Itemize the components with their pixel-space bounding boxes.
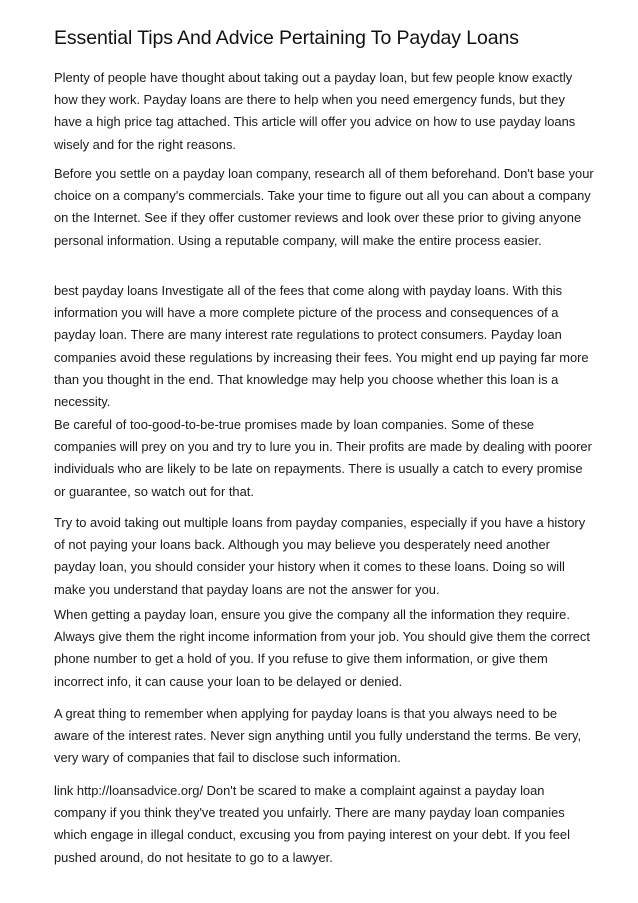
- paragraph-3: best payday loans Investigate all of the fees that come along with payday loans. With this information you will have a more complete picture of the process and consequences of a payday loan. There are many interest rate regulations to protect consumers. Payday loan companies avoid these regulations by increasing their fees. You might end up paying far more than you thought in the end. That knowledge may help you choose whether this loan is a necessity.: [54, 283, 589, 410]
- paragraph-7: A great thing to remember when applying for payday loans is that you always need to be aware of the interest rates. Never sign anything until you fully understand the terms. Be very, very wary of companies that fail to disclose such information.: [54, 706, 582, 766]
- document-title: Essential Tips And Advice Pertaining To Payday Loans: [54, 27, 519, 49]
- paragraph-8: link http://loansadvice.org/ Don't be scared to make a complaint against a payday loan company if you think they've treated you unfairly. There are many payday loan companies which engage in illegal conduct, excusing you from paying interest on your debt. If you feel pushed around, do not hesitate to go to a lawyer.: [54, 783, 570, 865]
- paragraph-5: Try to avoid taking out multiple loans from payday companies, especially if you have a history of not paying your loans back. Although you may believe you desperately need another payday loan, you should consider your history when it comes to these loans. Doing so will make you understand that payday loans are not the answer for you.: [54, 515, 586, 597]
- paragraph-1: Plenty of people have thought about taking out a payday loan, but few people know exactly how they work. Payday loans are there to help when you need emergency funds, but they have a high price tag attached. This article will offer you advice on how to use payday loans wisely and for the right reasons.: [54, 70, 576, 152]
- paragraph-4: Be careful of too-good-to-be-true promises made by loan companies. Some of these companies will prey on you and try to lure you in. Their profits are made by dealing with poorer individuals who are likely to be late on repayments. There is usually a catch to every promise or guarantee, so watch out for that.: [54, 417, 592, 499]
- paragraph-2: Before you settle on a payday loan company, research all of them beforehand. Don't base your choice on a company's commercials. Take your time to figure out all you can about a company on the Internet. See if they offer customer reviews and look over these prior to giving anyone personal information. Using a reputable company, will make the entire process easier.: [54, 166, 594, 248]
- paragraph-6: When getting a payday loan, ensure you give the company all the information they require. Always give them the right income information from your job. You should give them the correct phone number to get a hold of you. If you refuse to give them information, or give them incorrect info, it can cause your loan to be delayed or denied.: [54, 607, 590, 689]
